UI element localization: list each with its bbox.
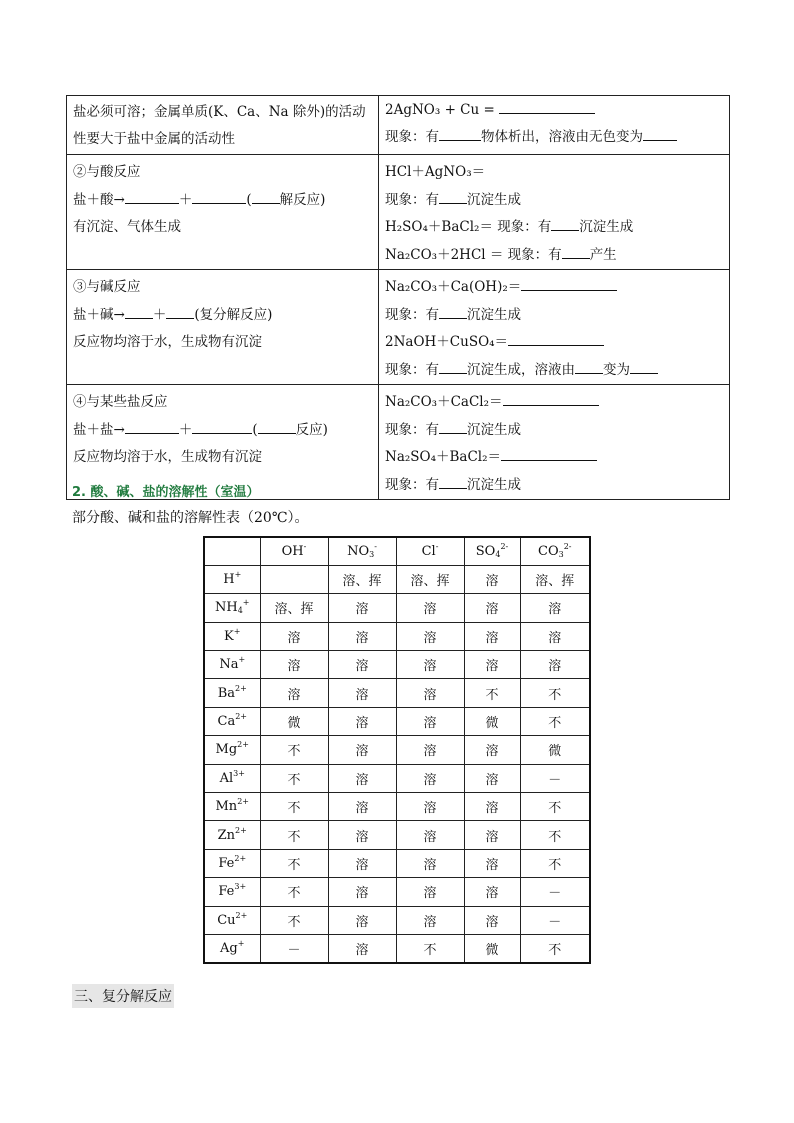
phenomenon-text: 现象：有 <box>385 476 439 493</box>
phenomenon-text: 现象：有 <box>385 421 439 438</box>
cation-label: $Fe^{2+}$ <box>204 849 260 877</box>
answer-blank[interactable] <box>125 190 179 204</box>
equation-text: Na₂CO₃＋2HCl ＝ 现象：有 <box>385 246 562 263</box>
solubility-cell: 溶 <box>464 906 520 934</box>
solubility-cell: 溶 <box>328 736 396 764</box>
solubility-cell: 溶、挥 <box>260 594 328 622</box>
answer-blank[interactable] <box>252 190 280 204</box>
solubility-cell: 溶 <box>328 622 396 650</box>
phenomenon-text: 现象：有 <box>385 306 439 323</box>
solubility-cell: 溶 <box>328 934 396 962</box>
solubility-cell: 溶 <box>396 793 464 821</box>
answer-blank[interactable] <box>125 420 179 434</box>
equation-text: 2AgNO₃ + Cu = <box>385 102 495 118</box>
solubility-cell: 溶 <box>464 594 520 622</box>
solubility-cell: 溶 <box>328 793 396 821</box>
solubility-row <box>204 565 590 593</box>
answer-blank[interactable] <box>643 127 677 141</box>
solubility-cell: 溶 <box>328 764 396 792</box>
answer-blank[interactable] <box>439 127 481 141</box>
answer-blank[interactable] <box>439 360 467 374</box>
anion-label: OH- <box>281 541 307 559</box>
solubility-cell: 溶 <box>396 764 464 792</box>
condition-text-1: 盐必须可溶；金属单质(K、Ca、Na 除外)的活动 <box>73 104 366 120</box>
solubility-cell: 不 <box>260 736 328 764</box>
solubility-cell: 溶、挥 <box>328 565 396 593</box>
reaction-row-acid <box>67 155 730 270</box>
solubility-table <box>203 536 591 964</box>
solubility-cell: 溶 <box>328 821 396 849</box>
cation-label: Ag+ <box>204 934 260 962</box>
solubility-cell: 不 <box>520 821 590 849</box>
formula-text: ＋ <box>152 306 167 323</box>
phenomenon-text: 沉淀生成 <box>467 476 521 493</box>
solubility-cell: 溶 <box>464 821 520 849</box>
solubility-cell: 不 <box>520 849 590 877</box>
formula-text: 盐＋碱→ <box>73 306 125 323</box>
solubility-row <box>204 651 590 679</box>
solubility-cell: 溶 <box>328 707 396 735</box>
solubility-row <box>204 594 590 622</box>
solubility-cell: 溶 <box>396 594 464 622</box>
equation-text: H₂SO₄＋BaCl₂＝ 现象：有 <box>385 219 552 235</box>
general-formula <box>73 302 372 330</box>
anion-header-row <box>204 537 590 565</box>
answer-blank[interactable] <box>551 217 579 231</box>
equation-line <box>385 389 723 417</box>
section-heading: 三、复分解反应 <box>72 984 174 1008</box>
anion-header <box>260 537 328 565</box>
solubility-row <box>204 849 590 877</box>
solubility-cell: 溶、挥 <box>520 565 590 593</box>
formula-text: ( <box>252 421 258 438</box>
equation-cell <box>379 385 730 500</box>
answer-blank[interactable] <box>575 360 603 374</box>
solubility-cell: 微 <box>464 707 520 735</box>
condition-text-2: 性要大于盐中金属的活动性 <box>73 131 235 147</box>
solubility-cell: 溶 <box>520 651 590 679</box>
phenomenon-line <box>385 302 723 330</box>
solubility-cell: 溶 <box>464 651 520 679</box>
solubility-cell: 溶 <box>464 849 520 877</box>
phenomenon-text: 变为 <box>603 361 630 378</box>
formula-text: 盐＋盐→ <box>73 421 125 438</box>
solubility-row <box>204 878 590 906</box>
phenomenon-line <box>385 417 723 445</box>
solubility-cell: 溶 <box>396 707 464 735</box>
equation-line <box>385 242 723 270</box>
solubility-cell: － <box>520 878 590 906</box>
answer-blank[interactable] <box>501 447 597 461</box>
formula-text: 解反应) <box>279 191 326 208</box>
cation-label: $Ba^{2+}$ <box>204 679 260 707</box>
phenomenon-line <box>385 124 723 152</box>
anion-header <box>464 537 520 565</box>
equation-line <box>385 329 723 357</box>
section-intro: 部分酸、碱和盐的溶解性表（20℃）。 <box>72 510 309 526</box>
phenomenon-text: 沉淀生成 <box>579 219 634 235</box>
solubility-cell: 溶 <box>260 651 328 679</box>
solubility-cell: 不 <box>520 793 590 821</box>
solubility-cell: 溶 <box>396 849 464 877</box>
formula-text: ＋ <box>178 421 193 438</box>
anion-header <box>520 537 590 565</box>
solubility-cell: 溶 <box>464 793 520 821</box>
solubility-cell: 溶 <box>464 622 520 650</box>
formula-text: 反应) <box>295 421 328 438</box>
solubility-cell: － <box>260 934 328 962</box>
equation-text: Na₂SO₄＋BaCl₂＝ <box>385 449 502 465</box>
equation-cell <box>379 270 730 385</box>
formula-text: 盐＋酸→ <box>73 191 125 208</box>
phenomenon-text: 沉淀生成 <box>467 306 521 323</box>
equation-line <box>385 274 723 302</box>
solubility-row <box>204 736 590 764</box>
equation-cell <box>379 155 730 270</box>
phenomenon-text: 现象：有 <box>385 361 439 378</box>
solubility-cell: 溶 <box>396 906 464 934</box>
solubility-row <box>204 707 590 735</box>
solubility-cell: 溶 <box>464 565 520 593</box>
answer-blank[interactable] <box>630 360 658 374</box>
reaction-row-metal <box>67 96 730 155</box>
solubility-cell: － <box>520 764 590 792</box>
solubility-cell: 不 <box>260 849 328 877</box>
answer-blank[interactable] <box>499 100 595 114</box>
solubility-row <box>204 764 590 792</box>
section-title: 2. 酸、碱、盐的溶解性（室温） <box>72 485 260 500</box>
equation-text: HCl＋AgNO₃＝ <box>385 164 486 180</box>
solubility-cell: 溶 <box>396 651 464 679</box>
equation-text: 2NaOH＋CuSO₄＝ <box>385 334 509 350</box>
answer-blank[interactable] <box>439 305 467 319</box>
solubility-cell: 溶 <box>464 764 520 792</box>
solubility-cell: 溶 <box>260 679 328 707</box>
phenomenon-text: 沉淀生成 <box>467 191 521 208</box>
anion-label: Cl- <box>421 541 439 559</box>
answer-blank[interactable] <box>166 305 194 319</box>
anion-label: $NO_3^-$ <box>347 541 377 559</box>
condition-cell <box>67 270 379 385</box>
cation-label: K+ <box>204 622 260 650</box>
condition-note: 反应物均溶于水，生成物有沉淀 <box>73 449 262 465</box>
solubility-cell: 溶 <box>396 622 464 650</box>
row-title: ③与碱反应 <box>73 279 141 295</box>
anion-label: $CO_3^{2-}$ <box>538 541 572 559</box>
phenomenon-line <box>385 357 723 385</box>
solubility-cell: 不 <box>260 906 328 934</box>
answer-blank[interactable] <box>508 332 604 346</box>
solubility-cell: 微 <box>464 934 520 962</box>
corner-cell <box>204 537 260 565</box>
solubility-cell: 不 <box>260 821 328 849</box>
solubility-row <box>204 934 590 962</box>
general-formula <box>73 417 372 445</box>
solubility-cell: 溶 <box>328 651 396 679</box>
answer-blank[interactable] <box>192 420 252 434</box>
equation-line <box>385 100 723 124</box>
solubility-row <box>204 679 590 707</box>
solubility-cell: 不 <box>520 934 590 962</box>
solubility-cell: 溶 <box>396 736 464 764</box>
answer-blank[interactable] <box>192 190 246 204</box>
solubility-cell: 溶 <box>328 849 396 877</box>
solubility-cell: 溶 <box>520 622 590 650</box>
cation-label: $Mg^{2+}$ <box>204 736 260 764</box>
solubility-cell: 溶 <box>396 878 464 906</box>
equation-cell <box>379 96 730 155</box>
solubility-cell: 溶 <box>520 594 590 622</box>
solubility-cell: 不 <box>396 934 464 962</box>
phenomenon-text: 物体析出，溶液由无色变为 <box>481 129 643 145</box>
solubility-cell: 溶 <box>396 821 464 849</box>
phenomenon-text: 沉淀生成 <box>467 421 521 438</box>
formula-text: ( <box>246 191 252 208</box>
phenomenon-text: 沉淀生成，溶液由 <box>467 361 575 378</box>
solubility-cell: 不 <box>464 679 520 707</box>
cation-label: H+ <box>204 565 260 593</box>
solubility-cell: 溶 <box>328 594 396 622</box>
solubility-cell: 不 <box>520 707 590 735</box>
anion-header <box>396 537 464 565</box>
solubility-cell: 不 <box>260 878 328 906</box>
condition-cell <box>67 155 379 270</box>
solubility-row <box>204 622 590 650</box>
answer-blank[interactable] <box>125 305 153 319</box>
general-formula <box>73 187 372 215</box>
equation-line <box>385 444 723 472</box>
cation-label: $Mn^{2+}$ <box>204 793 260 821</box>
phenomenon-line <box>385 472 723 500</box>
solubility-row <box>204 906 590 934</box>
phenomenon-line <box>385 187 723 215</box>
solubility-cell: 溶、挥 <box>396 565 464 593</box>
cation-label: $Zn^{2+}$ <box>204 821 260 849</box>
cation-label: $Cu^{2+}$ <box>204 906 260 934</box>
answer-blank[interactable] <box>439 475 467 489</box>
answer-blank[interactable] <box>521 277 617 291</box>
phenomenon-text: 现象：有 <box>385 129 439 145</box>
answer-blank[interactable] <box>562 245 590 259</box>
solubility-row <box>204 821 590 849</box>
anion-label: $SO_4^{2-}$ <box>475 541 509 559</box>
anion-header <box>328 537 396 565</box>
solubility-cell: 溶 <box>328 679 396 707</box>
solubility-cell: 不 <box>260 793 328 821</box>
equation-line <box>385 214 723 242</box>
row-title: ②与酸反应 <box>73 164 141 180</box>
reaction-row-base <box>67 270 730 385</box>
solubility-cell: － <box>520 906 590 934</box>
cation-label: $Al^{3+}$ <box>204 764 260 792</box>
solubility-cell: 不 <box>260 764 328 792</box>
formula-text: ＋ <box>178 191 193 208</box>
phenomenon-text: 产生 <box>589 246 617 263</box>
solubility-cell: 微 <box>260 707 328 735</box>
condition-note: 有沉淀、气体生成 <box>73 219 181 235</box>
solubility-body <box>204 565 590 962</box>
reaction-table <box>66 95 730 500</box>
solubility-cell: 溶 <box>328 878 396 906</box>
formula-text: (复分解反应) <box>194 306 273 323</box>
answer-blank[interactable] <box>258 420 296 434</box>
condition-cell <box>67 96 379 155</box>
solubility-cell: 不 <box>520 679 590 707</box>
answer-blank[interactable] <box>439 420 467 434</box>
solubility-cell: 溶 <box>464 878 520 906</box>
answer-blank[interactable] <box>503 392 599 406</box>
solubility-cell: 微 <box>520 736 590 764</box>
solubility-cell: 溶 <box>396 679 464 707</box>
answer-blank[interactable] <box>439 190 467 204</box>
solubility-cell: 溶 <box>328 906 396 934</box>
equation-text: Na₂CO₃＋CaCl₂＝ <box>385 394 503 410</box>
phenomenon-text: 现象：有 <box>385 191 439 208</box>
condition-note: 反应物均溶于水，生成物有沉淀 <box>73 334 262 350</box>
cation-label: $Ca^{2+}$ <box>204 707 260 735</box>
row-title: ④与某些盐反应 <box>73 394 168 410</box>
cation-label: $NH_4^+$ <box>204 594 260 622</box>
equation-text: Na₂CO₃＋Ca(OH)₂＝ <box>385 279 522 295</box>
solubility-cell: 溶 <box>464 736 520 764</box>
solubility-cell: 溶 <box>260 622 328 650</box>
cation-label: $Fe^{3+}$ <box>204 878 260 906</box>
cation-label: Na+ <box>204 651 260 679</box>
solubility-row <box>204 793 590 821</box>
solubility-cell <box>260 565 328 593</box>
